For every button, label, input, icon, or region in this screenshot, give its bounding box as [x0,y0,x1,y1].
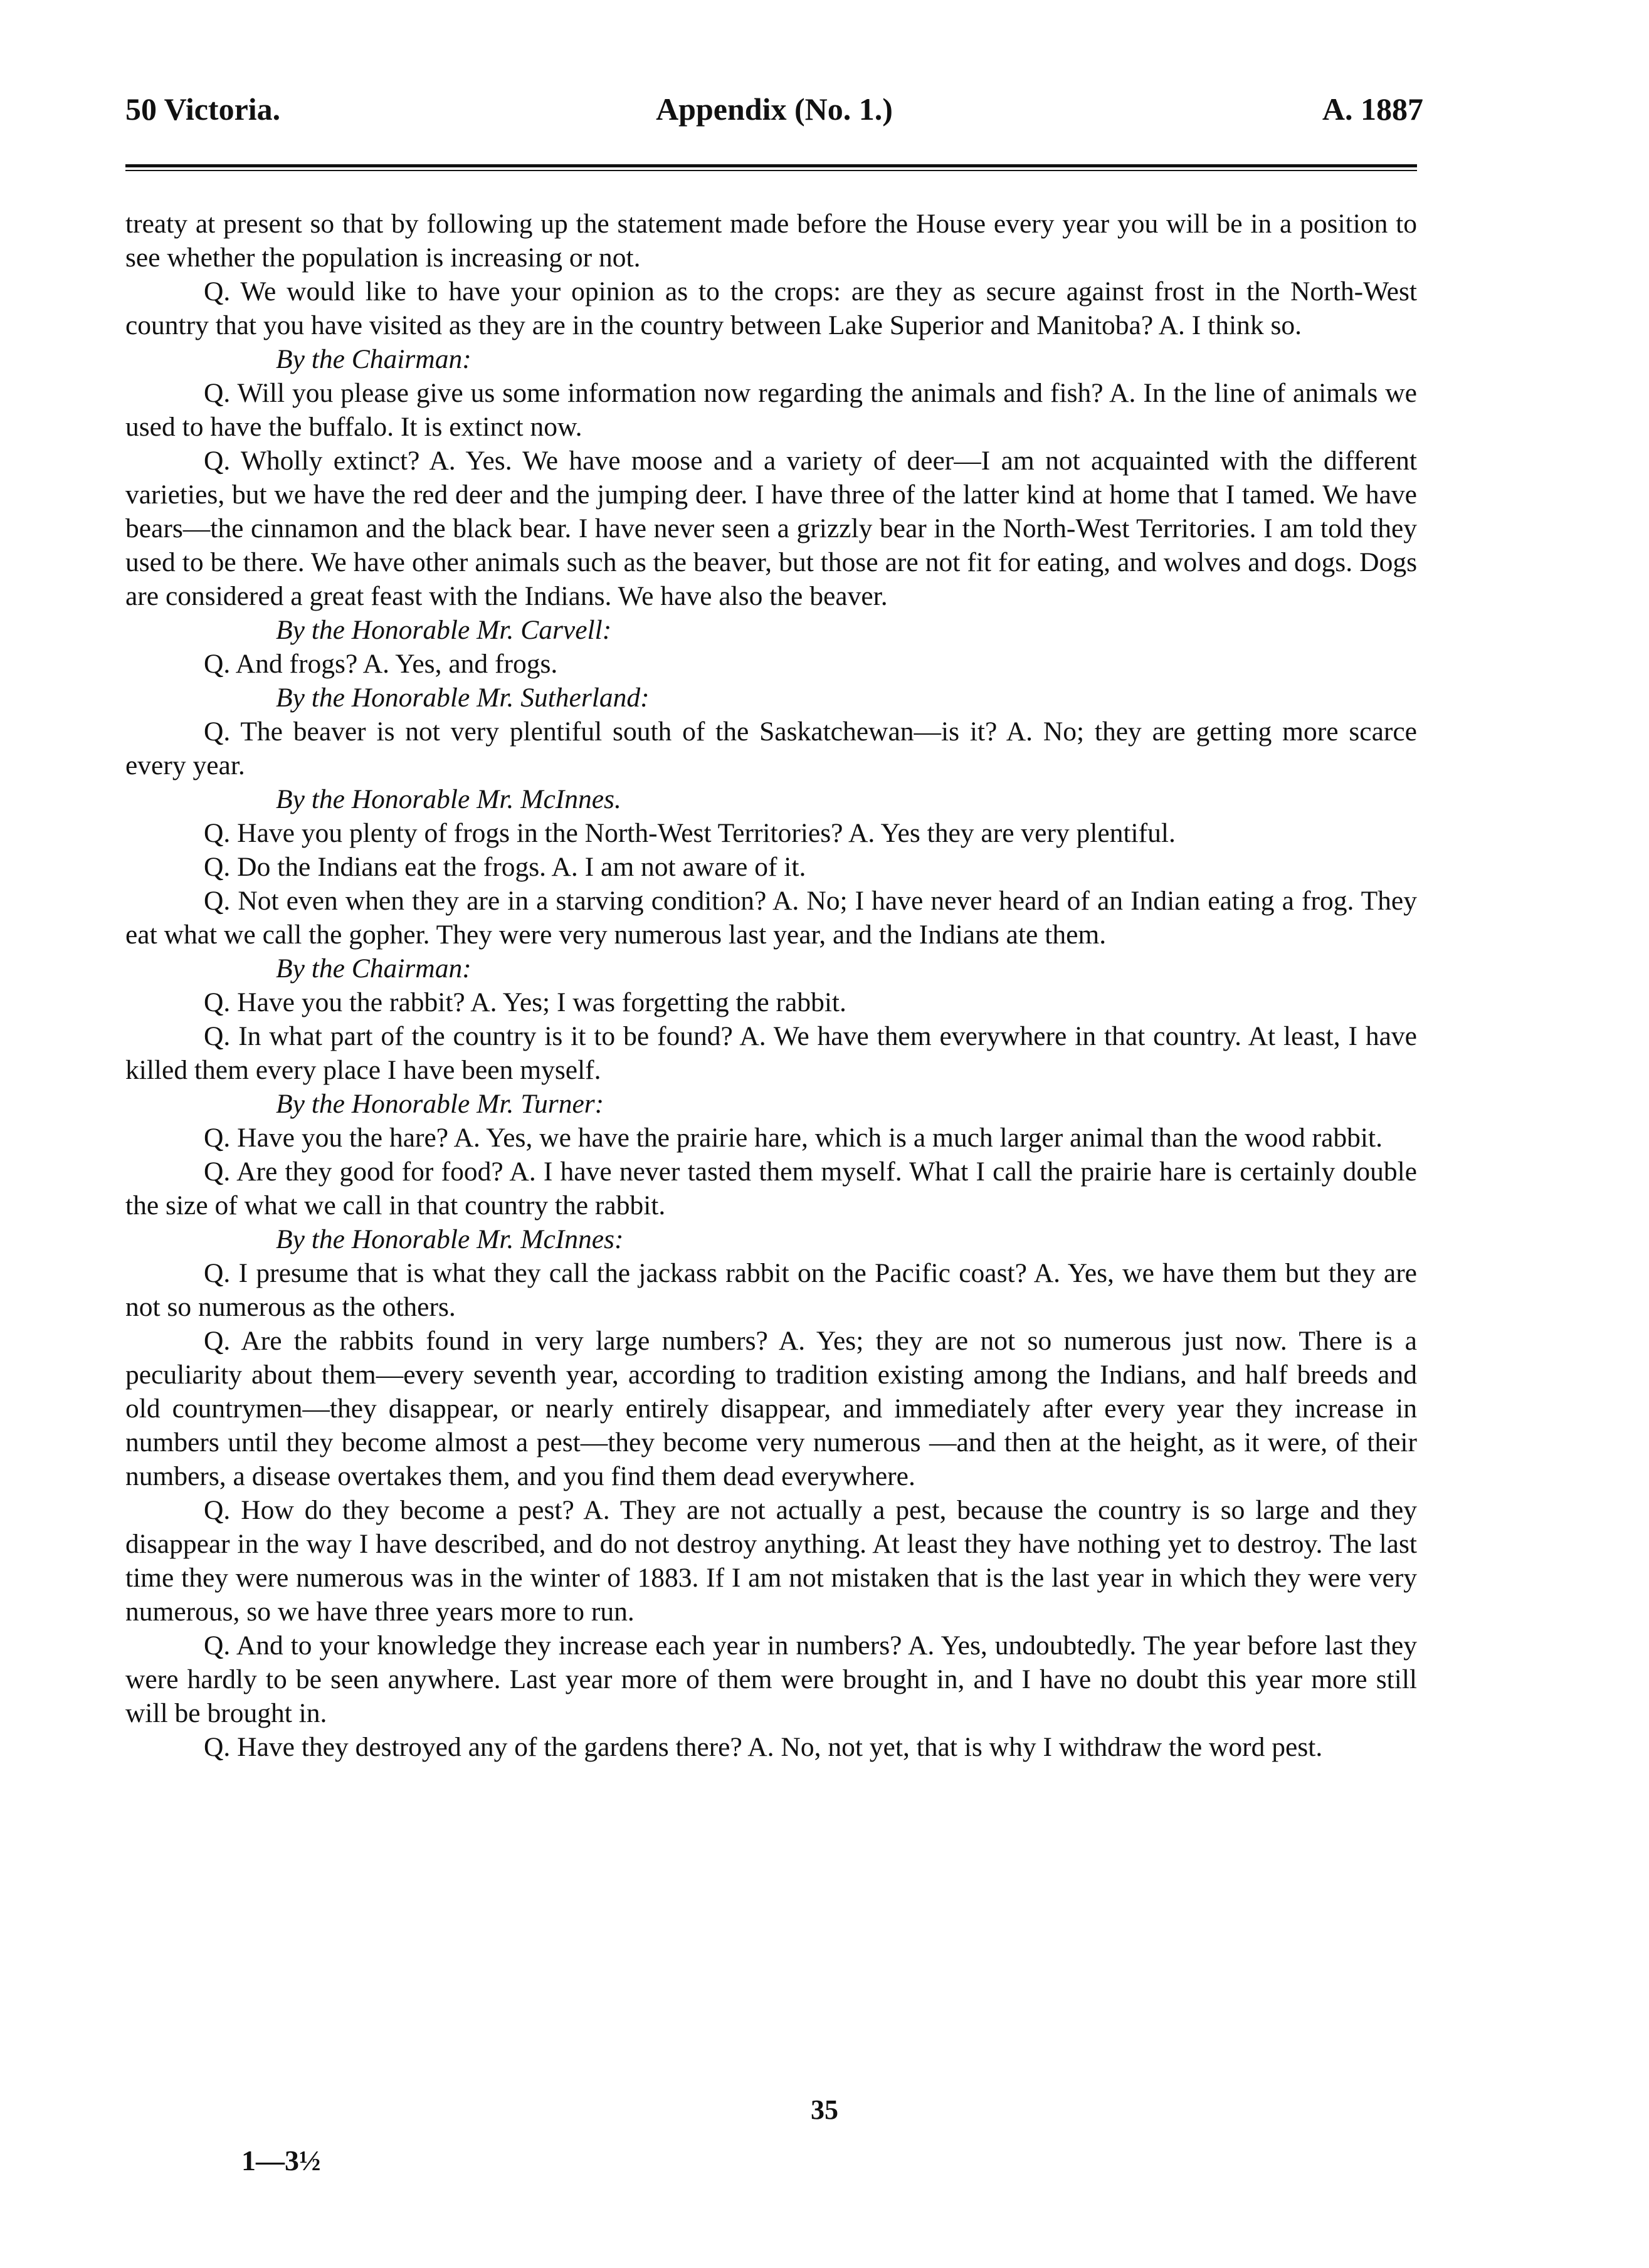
continued-paragraph: treaty at present so that by following up the statement made before the House every year you will be in a position to see whether the population is increasing or not. [125,209,1417,273]
header-appendix-title: Appendix (No. 1.) [656,92,893,127]
speaker-heading: By the Honorable Mr. Turner: [276,1089,604,1119]
question-answer-paragraph: Q. Are the rabbits found in very large numbers? A. Yes; they are not so numerous just now. There is a peculiarity about them—every seventh year, according to tradition existing among the Indians, and half breeds and old countrymen—they disappear, or nearly entirely disappear, and immediately after every year they increase in numbers until they become almost a pest—they become very numerous —and then at the height, as it were, of their numbers, a disease overtakes them, and you find them dead everywhere. [125,1326,1417,1491]
question-answer-paragraph: Q. And to your knowledge they increase each year in numbers? A. Yes, undoubtedly. The year before last they were hardly to be seen anywhere. Last year more of them were brought in, and I have no doubt this year more still will be brought in. [125,1630,1417,1728]
question-answer-paragraph: Q. Have you the hare? A. Yes, we have the prairie hare, which is a much larger animal than the wood rabbit. [204,1123,1383,1153]
question-answer-paragraph: Q. Wholly extinct? A. Yes. We have moose and a variety of deer—I am not acquainted with the different varieties, but we have the red deer and the jumping deer. I have three of the latter kind at home that I tamed. We have bears—the cinnamon and the black bear. I have never seen a grizzly bear in the North-West Territories. I am told they used to be there. We have other animals such as the beaver, but those are not fit for eating, and wolves and dogs. Dogs are considered a great feast with the Indians. We have also the beaver. [125,446,1417,611]
signature-mark: 1—3½ [241,2145,321,2176]
speaker-heading: By the Honorable Mr. Carvell: [276,615,612,645]
question-answer-paragraph: Q. Not even when they are in a starving condition? A. No; I have never heard of an Indian eating a frog. They eat what we call the gopher. They were very numerous last year, and the Indians ate them. [125,886,1417,950]
question-answer-paragraph: Q. Have you the rabbit? A. Yes; I was forgetting the rabbit. [204,987,846,1017]
running-header [125,91,1423,135]
question-answer-paragraph: Q. How do they become a pest? A. They are not actually a pest, because the country is so large and they disappear in the way I have described, and do not destroy anything. At least they have nothing yet to destroy. The last time they were numerous was in the winter of 1883. If I am not mistaken that is the last year in which they were very numerous, so we have three years more to run. [125,1495,1417,1627]
question-answer-paragraph: Q. We would like to have your opinion as to the crops: are they as secure against frost in the North-West country that you have visited as they are in the country between Lake Superior and Manitoba? A. I think so. [125,276,1417,340]
header-year: A. 1887 [1322,92,1423,127]
page-number: 35 [811,2094,838,2125]
question-answer-paragraph: Q. Do the Indians eat the frogs. A. I am not aware of it. [204,852,806,882]
speaker-heading: By the Honorable Mr. McInnes. [276,784,621,814]
question-answer-paragraph: Q. Have they destroyed any of the gardens there? A. No, not yet, that is why I withdraw the word pest. [204,1732,1323,1762]
speaker-heading: By the Honorable Mr. McInnes: [276,1224,624,1254]
question-answer-paragraph: Q. And frogs? A. Yes, and frogs. [204,649,558,679]
question-answer-paragraph: Q. Are they good for food? A. I have never tasted them myself. What I call the prairie hare is certainly double the size of what we call in that country the rabbit. [125,1157,1417,1221]
speaker-heading: By the Chairman: [276,953,472,984]
testimony-text [125,207,1417,1764]
speaker-heading: By the Chairman: [276,344,472,374]
header-session: 50 Victoria. [125,92,281,127]
question-answer-paragraph: Q. I presume that is what they call the jackass rabbit on the Pacific coast? A. Yes, we have them but they are not so numerous as the others. [125,1258,1417,1322]
question-answer-paragraph: Q. In what part of the country is it to be found? A. We have them everywhere in that country. At least, I have killed them every place I have been myself. [125,1021,1417,1085]
header-rule [125,164,1417,171]
question-answer-paragraph: Q. Will you please give us some information now regarding the animals and fish? A. In the line of animals we used to have the buffalo. It is extinct now. [125,378,1417,442]
question-answer-paragraph: Q. Have you plenty of frogs in the North-West Territories? A. Yes they are very plentiful. [204,818,1176,848]
question-answer-paragraph: Q. The beaver is not very plentiful south of the Saskatchewan—is it? A. No; they are getting more scarce every year. [125,717,1417,780]
speaker-heading: By the Honorable Mr. Sutherland: [276,683,650,713]
